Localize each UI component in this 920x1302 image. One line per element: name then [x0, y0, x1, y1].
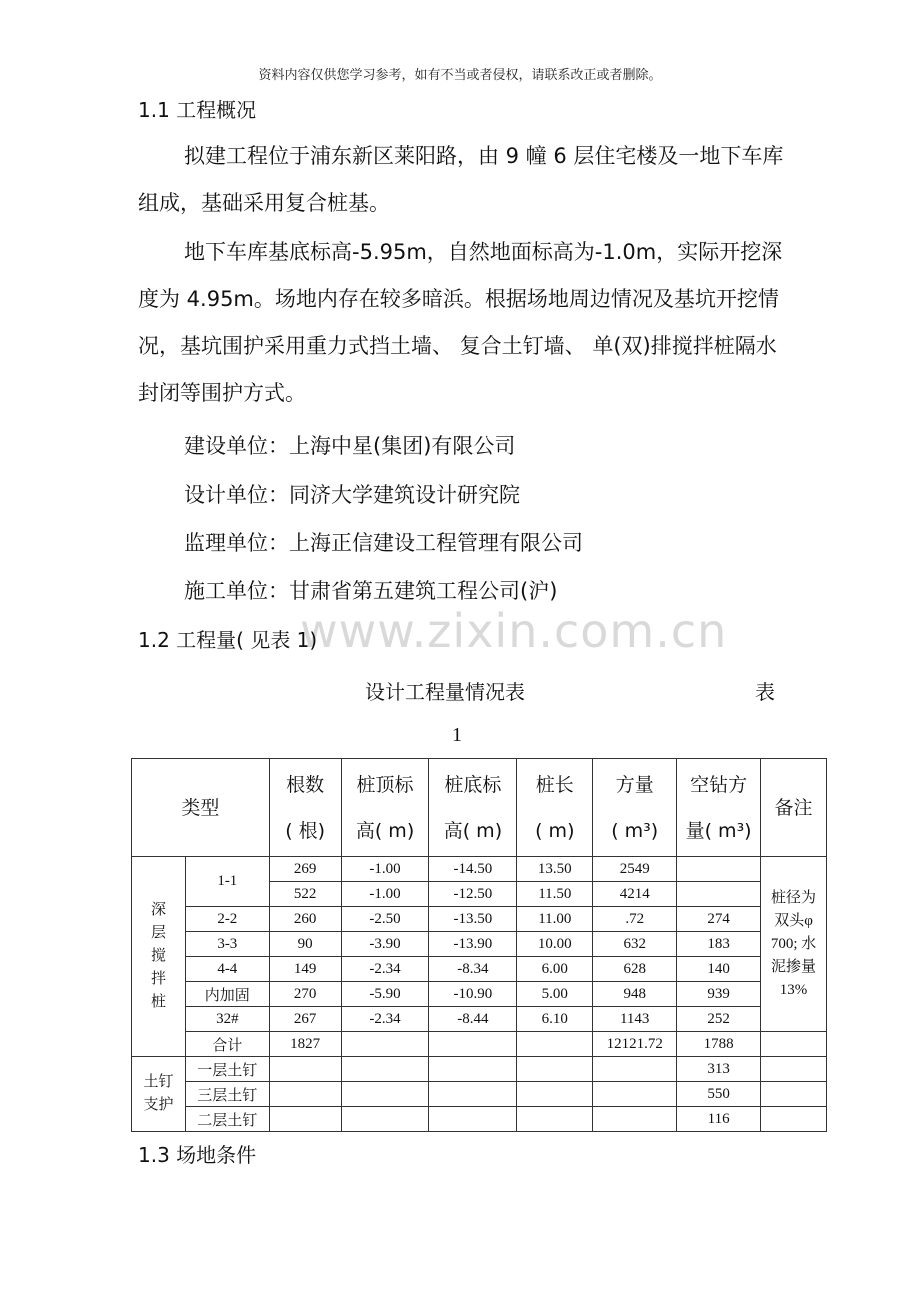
- group-soil-nail: 土钉 支护: [132, 1057, 186, 1132]
- header-count: 根数 ( 根): [269, 759, 341, 857]
- table-row: [132, 1107, 827, 1132]
- cell-remark: [761, 1082, 827, 1107]
- table-row: [132, 1057, 827, 1082]
- cell-count: [269, 1057, 341, 1082]
- cell-length: 11.00: [517, 907, 593, 932]
- cell-empty: [677, 857, 761, 882]
- table-header-row: [132, 759, 827, 857]
- cell-volume: [593, 1082, 677, 1107]
- cell-top: -1.00: [341, 882, 429, 907]
- cell-empty: 140: [677, 957, 761, 982]
- row-type: 4-4: [185, 957, 269, 982]
- table-row: [132, 932, 827, 957]
- remark-note: 桩径为 双头φ 700; 水 泥掺量 13%: [761, 857, 827, 1032]
- cell-empty: 274: [677, 907, 761, 932]
- cell-bottom: -8.34: [429, 957, 517, 982]
- table-row: [132, 982, 827, 1007]
- cell-top: [341, 1082, 429, 1107]
- cell-length: [517, 1082, 593, 1107]
- cell-volume: 12121.72: [593, 1032, 677, 1057]
- cell-count: 260: [269, 907, 341, 932]
- cell-empty: 550: [677, 1082, 761, 1107]
- cell-count: 270: [269, 982, 341, 1007]
- cell-volume: [593, 1107, 677, 1132]
- cell-volume: 632: [593, 932, 677, 957]
- table-row-total: [132, 1032, 827, 1057]
- group-mixing-pile: 深 层 搅 拌 桩: [132, 857, 186, 1057]
- table-row: [132, 957, 827, 982]
- header-bottom-elevation: 桩底标 高( m): [429, 759, 517, 857]
- section-heading-quantities: 1.2 工程量( 见表 1): [138, 628, 318, 652]
- cell-length: [517, 1057, 593, 1082]
- cell-count: 90: [269, 932, 341, 957]
- cell-remark: [761, 1107, 827, 1132]
- row-type: 32#: [185, 1007, 269, 1032]
- unit-designer: 设计单位：同济大学建筑设计研究院: [184, 483, 520, 507]
- cell-empty: 116: [677, 1107, 761, 1132]
- row-type: 一层土钉: [185, 1057, 269, 1082]
- cell-length: 10.00: [517, 932, 593, 957]
- quantity-table: [131, 758, 827, 1132]
- cell-top: [341, 1057, 429, 1082]
- cell-empty: 313: [677, 1057, 761, 1082]
- cell-top: -2.50: [341, 907, 429, 932]
- table-caption: 设计工程量情况表: [365, 680, 525, 704]
- cell-bottom: -10.90: [429, 982, 517, 1007]
- cell-top: -5.90: [341, 982, 429, 1007]
- cell-length: [517, 1107, 593, 1132]
- row-type: 1-1: [185, 857, 269, 907]
- cell-count: 149: [269, 957, 341, 982]
- cell-bottom: [429, 1107, 517, 1132]
- cell-length: 11.50: [517, 882, 593, 907]
- cell-volume: 628: [593, 957, 677, 982]
- table-caption-number: 1: [452, 724, 462, 746]
- cell-count: [269, 1107, 341, 1132]
- cell-count: 1827: [269, 1032, 341, 1057]
- cell-count: [269, 1082, 341, 1107]
- row-type: 合计: [185, 1032, 269, 1057]
- copyright-notice: 资料内容仅供您学习参考，如有不当或者侵权，请联系改正或者删除。: [258, 68, 662, 83]
- cell-volume: .72: [593, 907, 677, 932]
- paragraph-project-location: [138, 133, 788, 227]
- table-caption-label: 表: [755, 680, 775, 704]
- cell-volume: 948: [593, 982, 677, 1007]
- cell-empty: 183: [677, 932, 761, 957]
- cell-bottom: [429, 1082, 517, 1107]
- unit-owner: 建设单位：上海中星(集团)有限公司: [184, 434, 516, 458]
- paragraph-text: 地下车库基底标高-5.95m，自然地面标高为-1.0m，实际开挖深度为 4.95m。场地内存在较多暗浜。根据场地周边情况及基坑开挖情况，基坑围护采用重力式挡土墙、 复合土钉墙、 单(双)排搅拌桩隔水封闭等围护方式。: [138, 240, 783, 405]
- paragraph-excavation: [138, 229, 788, 417]
- section-heading-overview: 1.1 工程概况: [138, 98, 257, 122]
- cell-empty: 1788: [677, 1032, 761, 1057]
- table-row: [132, 857, 827, 882]
- cell-top: [341, 1107, 429, 1132]
- cell-empty: [677, 882, 761, 907]
- header-top-elevation: 桩顶标 高( m): [341, 759, 429, 857]
- cell-top: -2.34: [341, 957, 429, 982]
- cell-bottom: -13.90: [429, 932, 517, 957]
- cell-count: 267: [269, 1007, 341, 1032]
- section-heading-site: 1.3 场地条件: [138, 1143, 257, 1167]
- cell-bottom: -14.50: [429, 857, 517, 882]
- row-type: 3-3: [185, 932, 269, 957]
- cell-bottom: -12.50: [429, 882, 517, 907]
- header-type: 类型: [132, 759, 270, 857]
- cell-bottom: [429, 1057, 517, 1082]
- table-row: [132, 907, 827, 932]
- watermark: www.zixin.com.cn: [300, 604, 728, 658]
- unit-supervisor: 监理单位：上海正信建设工程管理有限公司: [184, 531, 583, 555]
- cell-volume: 1143: [593, 1007, 677, 1032]
- header-length: 桩长 ( m): [517, 759, 593, 857]
- unit-contractor: 施工单位：甘肃省第五建筑工程公司(沪): [184, 579, 558, 603]
- cell-top: -1.00: [341, 857, 429, 882]
- cell-remark: [761, 1032, 827, 1057]
- paragraph-text: 拟建工程位于浦东新区莱阳路，由 9 幢 6 层住宅楼及一地下车库组成，基础采用复合桩基。: [138, 144, 784, 215]
- cell-length: 6.00: [517, 957, 593, 982]
- cell-volume: [593, 1057, 677, 1082]
- row-type: 三层土钉: [185, 1082, 269, 1107]
- cell-bottom: [429, 1032, 517, 1057]
- header-remark: 备注: [761, 759, 827, 857]
- cell-volume: 2549: [593, 857, 677, 882]
- cell-bottom: -8.44: [429, 1007, 517, 1032]
- cell-count: 522: [269, 882, 341, 907]
- header-empty-drill: 空钻方 量( m³): [677, 759, 761, 857]
- cell-length: 5.00: [517, 982, 593, 1007]
- table-row: [132, 1082, 827, 1107]
- cell-length: [517, 1032, 593, 1057]
- cell-count: 269: [269, 857, 341, 882]
- cell-empty: 939: [677, 982, 761, 1007]
- cell-empty: 252: [677, 1007, 761, 1032]
- row-type: 2-2: [185, 907, 269, 932]
- cell-top: -3.90: [341, 932, 429, 957]
- cell-top: -2.34: [341, 1007, 429, 1032]
- cell-remark: [761, 1057, 827, 1082]
- header-volume: 方量 ( m³): [593, 759, 677, 857]
- row-type: 内加固: [185, 982, 269, 1007]
- cell-length: 6.10: [517, 1007, 593, 1032]
- table-row: [132, 1007, 827, 1032]
- cell-bottom: -13.50: [429, 907, 517, 932]
- cell-top: [341, 1032, 429, 1057]
- row-type: 二层土钉: [185, 1107, 269, 1132]
- cell-volume: 4214: [593, 882, 677, 907]
- cell-length: 13.50: [517, 857, 593, 882]
